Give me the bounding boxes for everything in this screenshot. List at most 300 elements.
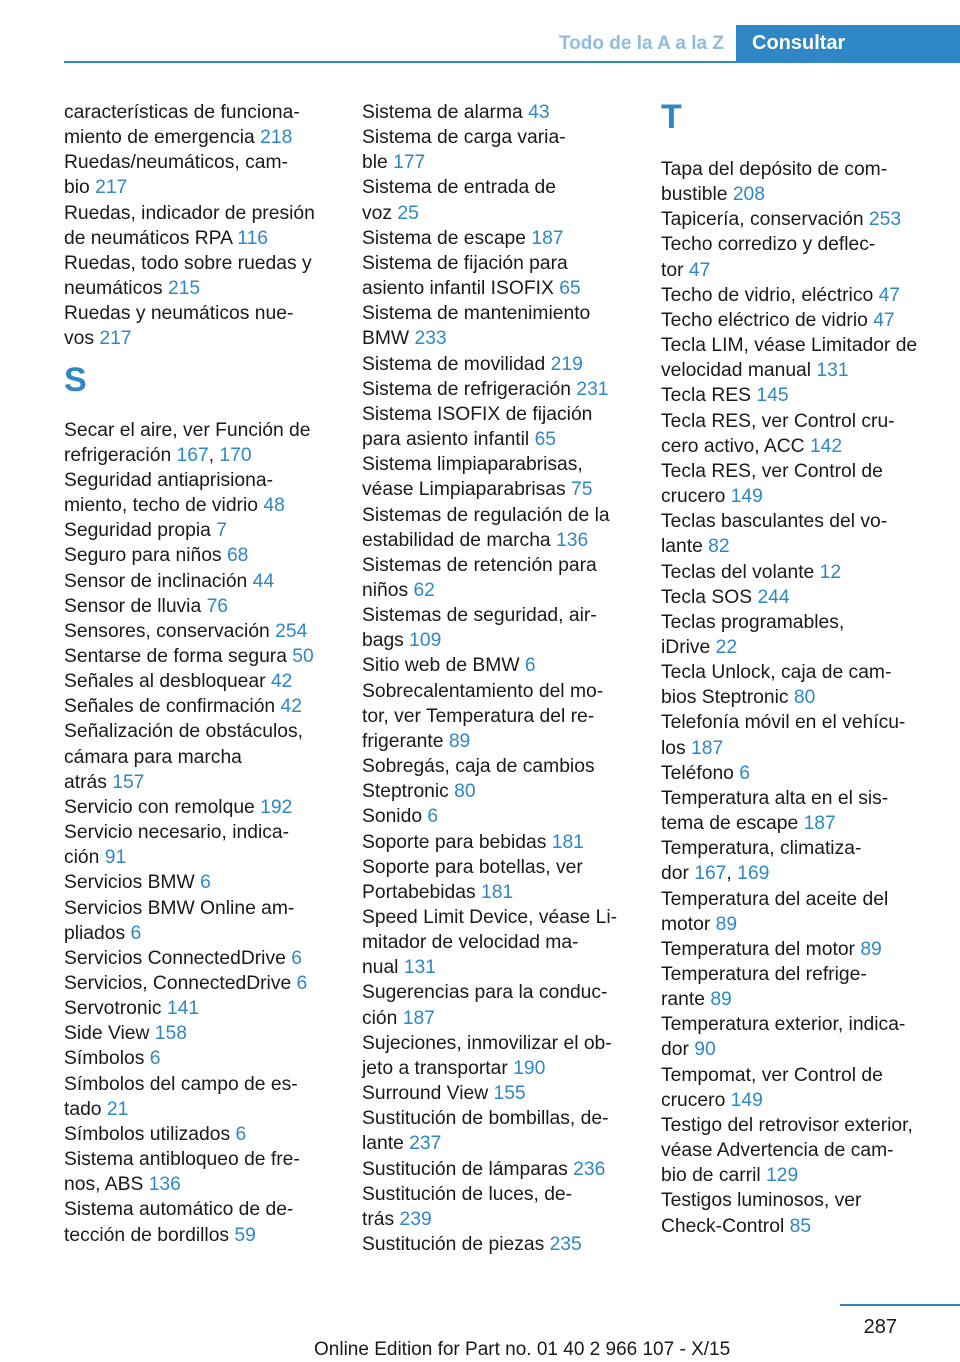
- index-entry-text: dor: [661, 1039, 695, 1061]
- index-entry-text: Sistemas de retención para: [362, 554, 597, 576]
- index-entry-line: [64, 301, 344, 326]
- index-entry-line: [64, 226, 344, 251]
- index-entry-line: [362, 1131, 642, 1156]
- page-reference-link[interactable]: 6: [296, 973, 308, 994]
- page-reference-link[interactable]: 145: [756, 385, 789, 407]
- index-entry: [661, 1113, 951, 1188]
- index-entry-line: refrigeración 167, 170: [64, 444, 252, 466]
- index-column-3: [661, 100, 951, 1239]
- page-reference-link[interactable]: 215: [167, 278, 201, 300]
- index-entry: [362, 1157, 642, 1182]
- index-entry-text: Sistema de escape: [362, 227, 532, 249]
- index-entry: [661, 157, 951, 207]
- index-entry-line: [362, 980, 642, 1005]
- index-entry-text: Sistema de carga varia-: [362, 127, 566, 149]
- index-entry-line: [661, 534, 951, 559]
- index-entry: [64, 971, 344, 996]
- page-reference-link[interactable]: 149: [730, 1089, 763, 1111]
- page-reference-link[interactable]: 6: [235, 1123, 247, 1145]
- page-reference-link[interactable]: 59: [234, 1224, 256, 1246]
- index-entry-line: [64, 694, 344, 719]
- index-entry: [64, 1021, 344, 1046]
- index-entry-text: Tapa del depósito de com-: [661, 159, 888, 180]
- index-entry-line: [362, 326, 642, 351]
- index-entry-text: Sistemas de regulación de la: [362, 504, 610, 526]
- page-reference-link[interactable]: 42: [280, 696, 302, 718]
- index-entry-line: [362, 427, 642, 452]
- index-entry-line: [64, 1021, 344, 1046]
- index-entry-text: Techo de vidrio, eléctrico: [661, 284, 879, 306]
- index-entry: [362, 980, 642, 1030]
- index-entry-text: Sujeciones, inmovilizar el ob-: [362, 1032, 612, 1054]
- index-entry-text: Señalización de obstáculos,: [64, 721, 304, 743]
- index-entry: [661, 409, 951, 459]
- index-entry: [661, 459, 951, 509]
- index-entry-text: Sistema de mantenimiento: [362, 303, 591, 325]
- page-reference-link[interactable]: 82: [708, 536, 730, 558]
- index-entry: [64, 644, 344, 669]
- index-entry-text: atrás: [64, 771, 113, 793]
- index-entry-text: niños: [362, 579, 414, 601]
- page-reference-link[interactable]: 6: [200, 872, 211, 894]
- index-entry-line: [661, 660, 951, 685]
- index-entry-text: Check-Control: [661, 1215, 790, 1237]
- index-entry-text: características de funciona-: [64, 102, 300, 123]
- index-entry-text: velocidad manual: [661, 360, 817, 382]
- index-entry-text: asiento infantil ISOFIX: [362, 278, 560, 300]
- index-entry-text: Tecla RES, ver Control de: [661, 460, 883, 482]
- index-entry-text: jeto a transportar: [362, 1057, 514, 1079]
- index-entry-text: trás: [362, 1208, 400, 1230]
- page-reference-link[interactable]: 190: [513, 1057, 546, 1079]
- index-entry: [64, 1197, 344, 1247]
- index-entry: [362, 352, 642, 377]
- page-reference-link[interactable]: 181: [551, 831, 584, 853]
- index-entry-text: ble: [362, 152, 394, 174]
- index-entry-line: [64, 921, 344, 946]
- index-entry-line: [661, 258, 951, 283]
- index-entry-line: [661, 383, 951, 408]
- index-entry-line: [661, 610, 951, 635]
- page-reference-link[interactable]: 136: [556, 529, 589, 551]
- index-entry-line: [661, 887, 951, 912]
- page-reference-link[interactable]: 21: [106, 1098, 129, 1120]
- index-entry-text: Símbolos utilizados: [64, 1123, 236, 1145]
- page-reference-link[interactable]: 76: [206, 595, 229, 617]
- index-entry-text: Teléfono: [661, 762, 740, 784]
- index-entry: [661, 509, 951, 559]
- page-reference-link[interactable]: 90: [694, 1039, 716, 1061]
- index-entry: [661, 1188, 951, 1238]
- footer-rule: [840, 1304, 960, 1306]
- page-reference-link[interactable]: 91: [104, 847, 127, 869]
- index-column-2: [362, 100, 642, 1257]
- index-entry-text: Símbolos: [64, 1048, 150, 1070]
- index-entry: [661, 560, 951, 585]
- index-entry-line: [64, 1072, 344, 1097]
- page-reference-link[interactable]: 169: [737, 863, 770, 885]
- index-entry-text: Sentarse de forma segura: [64, 645, 293, 667]
- page-reference-link[interactable]: 219: [550, 353, 583, 375]
- index-entry-line: [362, 452, 642, 477]
- index-entry-line: [661, 786, 951, 811]
- index-entry-line: [362, 578, 642, 603]
- index-entry-line: [661, 736, 951, 761]
- page-reference-link[interactable]: 218: [260, 127, 293, 149]
- page-reference-link[interactable]: 233: [414, 328, 447, 350]
- index-entry-line: [64, 845, 344, 870]
- index-entry-text: Sustitución de piezas: [362, 1234, 550, 1256]
- index-entry-line: [661, 585, 951, 610]
- section-tab[interactable]: Todo de la A a la Z: [558, 33, 724, 54]
- page-reference-link[interactable]: 192: [260, 796, 293, 818]
- index-entry-text: cero activo, ACC: [661, 435, 810, 457]
- index-entry-text: Steptronic: [362, 781, 455, 803]
- index-entry-line: [362, 301, 642, 326]
- index-entry-text: Servotronic: [64, 998, 167, 1020]
- index-entry-text: Sistema de entrada de: [362, 177, 557, 199]
- index-entry-line: [64, 100, 344, 125]
- index-entry-text: frigerante: [362, 730, 449, 752]
- index-entry: [661, 585, 951, 610]
- index-entry-line: [661, 434, 951, 459]
- index-entry-text: Temperatura alta en el sis-: [661, 787, 889, 809]
- page-reference-link[interactable]: 48: [263, 495, 285, 517]
- index-entry-text: Servicio necesario, indica-: [64, 822, 290, 844]
- page-reference-link[interactable]: 42: [270, 671, 293, 693]
- index-entry-line: [661, 836, 951, 861]
- index-entry-line: [362, 251, 642, 276]
- page-reference-link[interactable]: 62: [413, 579, 435, 601]
- index-entry-line: [661, 811, 951, 836]
- index-entry-text: estabilidad de marcha: [362, 529, 556, 551]
- index-entry: [362, 653, 642, 678]
- index-entry-line: [661, 333, 951, 358]
- page-reference-link[interactable]: 89: [715, 913, 738, 935]
- index-entry-text: lante: [362, 1133, 410, 1155]
- index-letter-heading: T: [661, 98, 682, 136]
- index-entry: [64, 795, 344, 820]
- page-reference-link[interactable]: 208: [732, 184, 765, 206]
- page-reference-link[interactable]: 6: [739, 762, 750, 784]
- index-entry-text: rante: [661, 989, 711, 1011]
- index-entry: [661, 283, 951, 308]
- index-entry-line: [661, 1188, 951, 1213]
- index-entry-line: [362, 503, 642, 528]
- index-entry-text: Testigo del retrovisor exterior,: [661, 1114, 913, 1136]
- page-reference-link[interactable]: 254: [275, 620, 308, 642]
- index-entry: [64, 619, 344, 644]
- page-reference-link[interactable]: 131: [816, 360, 849, 382]
- index-entry-text: Teclas programables,: [661, 611, 845, 633]
- index-entry-text: tor: [661, 259, 689, 281]
- index-entry-text: Sustitución de lámparas: [362, 1158, 574, 1180]
- index-entry-text: crucero: [661, 1089, 731, 1111]
- index-column-1: [64, 100, 344, 1248]
- page-reference-link[interactable]: 237: [409, 1133, 442, 1155]
- chapter-tab[interactable]: Consultar: [736, 25, 960, 62]
- index-entry-text: Ruedas, indicador de presión: [64, 202, 315, 224]
- page-reference-link[interactable]: 187: [402, 1007, 435, 1029]
- index-entry-text: Símbolos del campo de es-: [64, 1073, 298, 1095]
- page-reference-link[interactable]: 239: [399, 1208, 432, 1230]
- index-entry: [362, 1232, 642, 1257]
- page-reference-link[interactable]: 6: [524, 655, 536, 677]
- page-reference-link[interactable]: 187: [691, 737, 724, 759]
- index-entry-line: [661, 232, 951, 257]
- index-entry-line: [64, 1223, 344, 1248]
- index-entry-text: Portabebidas: [362, 881, 481, 903]
- index-entry-line: [64, 946, 344, 971]
- index-entry: [64, 896, 344, 946]
- index-entry-line: [661, 1138, 951, 1163]
- index-entry: [64, 594, 344, 619]
- page-reference-link[interactable]: 236: [573, 1158, 606, 1180]
- index-entry-text: nual: [362, 957, 404, 979]
- index-entry-text: Tecla Unlock, caja de cam-: [661, 662, 892, 684]
- index-entry: [64, 251, 344, 301]
- page-reference-link[interactable]: 6: [291, 947, 302, 969]
- index-entry-line: [362, 402, 642, 427]
- index-entry-text: Ruedas y neumáticos nue-: [64, 303, 294, 325]
- index-entry-text: Temperatura del motor: [661, 938, 861, 960]
- page-reference-link[interactable]: 7: [216, 520, 227, 542]
- index-entry-line: [661, 1063, 951, 1088]
- index-entry-line: [64, 569, 344, 594]
- index-entry: [362, 830, 642, 855]
- page-reference-link[interactable]: 47: [873, 309, 895, 331]
- page-reference-link[interactable]: 131: [403, 957, 436, 979]
- page-reference-link[interactable]: 187: [803, 813, 836, 835]
- index-letter-heading: S: [64, 360, 87, 399]
- page-reference-link[interactable]: 89: [448, 730, 471, 752]
- page-reference-link[interactable]: 50: [292, 645, 314, 667]
- index-entry-text: Tecla LIM, véase Limitador de: [661, 335, 918, 357]
- index-entry-line: [661, 635, 951, 660]
- index-entry: [661, 383, 951, 408]
- index-entry-text: miento, techo de vidrio: [64, 495, 264, 517]
- index-entry-line: [362, 830, 642, 855]
- index-entry-line: [64, 543, 344, 568]
- page-reference-link[interactable]: 136: [148, 1174, 181, 1196]
- page-reference-link[interactable]: 68: [226, 545, 249, 567]
- page-reference-link[interactable]: 65: [559, 278, 581, 300]
- index-entry-text: iDrive: [661, 636, 716, 658]
- index-entry: [661, 660, 951, 710]
- index-entry-line: [661, 308, 951, 333]
- page-reference-link[interactable]: 177: [393, 152, 426, 174]
- index-entry-line: dor 167, 169: [661, 863, 770, 885]
- index-entry: [362, 377, 642, 402]
- index-entry-text: tección de bordillos: [64, 1224, 235, 1246]
- index-entry: [64, 518, 344, 543]
- index-entry-text: cámara para marcha: [64, 746, 242, 768]
- index-entry-text: Sistema automático de de-: [64, 1199, 294, 1221]
- index-entry-text: Servicios BMW: [64, 872, 201, 894]
- index-entry-line: [362, 276, 642, 301]
- page-reference-link[interactable]: 12: [819, 561, 842, 583]
- index-entry-text: Señales de confirmación: [64, 696, 281, 718]
- index-entry-line: [64, 644, 344, 669]
- index-entry: [64, 569, 344, 594]
- page-reference-link[interactable]: 6: [149, 1048, 161, 1070]
- page-reference-link[interactable]: 155: [493, 1083, 526, 1105]
- index-entry-line: [362, 880, 642, 905]
- page-reference-link[interactable]: 22: [715, 636, 738, 658]
- index-entry-text: pliados: [64, 922, 131, 944]
- index-entry-text: de neumáticos RPA: [64, 227, 238, 249]
- index-entry: [64, 543, 344, 568]
- index-entry: [64, 1147, 344, 1197]
- index-entry-line: [64, 1197, 344, 1222]
- page-reference-link[interactable]: 25: [397, 202, 419, 224]
- index-entry-text: Side View: [64, 1023, 155, 1045]
- page-reference-link[interactable]: 181: [480, 881, 514, 903]
- index-entry-text: Soporte para botellas, ver: [362, 856, 583, 878]
- index-entry-line: [362, 553, 642, 578]
- page-reference-link[interactable]: 129: [766, 1165, 799, 1187]
- index-entry-line: [362, 804, 642, 829]
- index-entry: [64, 150, 344, 200]
- index-entry-line: [362, 1056, 642, 1081]
- index-entry-line: [64, 468, 344, 493]
- page-reference-link[interactable]: 231: [576, 378, 609, 400]
- page-reference-link[interactable]: 44: [252, 570, 275, 592]
- index-entry-text: Tecla SOS: [661, 586, 758, 608]
- index-entry-text: Sitio web de BMW: [362, 655, 525, 677]
- page-reference-link[interactable]: 187: [531, 227, 564, 249]
- page-reference-link[interactable]: 6: [427, 806, 439, 828]
- index-entry-line: [64, 1172, 344, 1197]
- index-entry-line: [64, 1046, 344, 1071]
- page-reference-link[interactable]: 116: [237, 227, 269, 249]
- index-entry-line: [64, 719, 344, 744]
- page-reference-link[interactable]: 235: [549, 1234, 582, 1256]
- index-entry: [661, 610, 951, 660]
- index-entry-line: [64, 1122, 344, 1147]
- index-entry: [661, 786, 951, 836]
- page-reference-link[interactable]: 47: [878, 284, 901, 306]
- index-entry-text: tado: [64, 1098, 107, 1120]
- index-entry-line: [661, 459, 951, 484]
- page-reference-link[interactable]: 80: [454, 781, 476, 803]
- index-entry-line: [362, 603, 642, 628]
- index-entry-line: [362, 628, 642, 653]
- page-reference-link[interactable]: 167: [694, 863, 727, 885]
- index-entry-text: Teclas basculantes del vo-: [661, 511, 888, 533]
- index-entry-text: Sistema limpiaparabrisas,: [362, 454, 583, 476]
- page-reference-link[interactable]: 217: [95, 177, 128, 199]
- index-entry-text: Telefonía móvil en el vehícu-: [661, 712, 906, 734]
- index-entry-text: refrigeración: [64, 444, 177, 466]
- index-entry-line: [64, 745, 344, 770]
- page-reference-link[interactable]: 47: [688, 259, 711, 281]
- page-reference-link[interactable]: 217: [99, 328, 132, 350]
- index-entry-line: [362, 754, 642, 779]
- page-reference-link[interactable]: 253: [868, 209, 902, 231]
- index-entry-line: [362, 175, 642, 200]
- index-entry-text: Secar el aire, ver Función de: [64, 419, 311, 441]
- index-entry-line: [661, 484, 951, 509]
- index-entry: [362, 503, 642, 553]
- index-entry-text: Sustitución de luces, de-: [362, 1183, 573, 1205]
- page-reference-link[interactable]: 109: [409, 630, 442, 652]
- index-entry-text: Tempomat, ver Control de: [661, 1064, 883, 1086]
- index-entry-text: Temperatura del refrige-: [661, 964, 867, 985]
- index-entry-text: mitador de velocidad ma-: [362, 932, 579, 954]
- index-entry-line: [64, 175, 344, 200]
- index-entry-text: Sugerencias para la conduc-: [362, 982, 608, 1004]
- index-entry: [661, 836, 951, 886]
- index-entry: [64, 694, 344, 719]
- page-reference-link[interactable]: 149: [730, 486, 763, 508]
- index-entry: [661, 207, 951, 232]
- page-reference-link[interactable]: 75: [571, 479, 593, 501]
- index-entry-line: [64, 870, 344, 895]
- index-entry-text: voz: [362, 202, 398, 224]
- index-entry: [362, 855, 642, 905]
- index-entry-line: [661, 1214, 951, 1239]
- index-entry-line: [362, 201, 642, 226]
- page-reference-link[interactable]: 80: [793, 687, 816, 709]
- page-reference-link[interactable]: 244: [757, 586, 790, 608]
- page-reference-link[interactable]: 89: [710, 989, 732, 1011]
- index-entry-line: [362, 1106, 642, 1131]
- index-entry-text: Seguridad propia: [64, 520, 217, 542]
- page-reference-link[interactable]: 85: [789, 1215, 812, 1237]
- index-entry-text: Tecla RES: [661, 385, 757, 407]
- index-entry: [64, 1122, 344, 1147]
- index-entry-text: bios Steptronic: [661, 687, 794, 709]
- index-entry: [64, 418, 344, 468]
- index-entry-line: [64, 594, 344, 619]
- index-entry-line: [661, 761, 951, 786]
- page-reference-link[interactable]: 142: [809, 435, 843, 457]
- index-entry-line: [362, 855, 642, 880]
- page-reference-link[interactable]: 89: [860, 938, 882, 960]
- page-reference-link[interactable]: 6: [130, 922, 142, 944]
- index-entry-line: [362, 905, 642, 930]
- index-entry-text: Temperatura del aceite del: [661, 888, 889, 910]
- index-entry-line: [362, 477, 642, 502]
- index-entry: [661, 937, 951, 962]
- index-entry: [362, 175, 642, 225]
- index-entry: [362, 553, 642, 603]
- index-entry-line: [64, 820, 344, 845]
- index-entry-text: Servicio con remolque: [64, 796, 261, 818]
- index-entry: [64, 1046, 344, 1071]
- page-reference-link[interactable]: 43: [528, 102, 550, 123]
- index-entry-line: [362, 1031, 642, 1056]
- index-entry-line: [362, 150, 642, 175]
- page-reference-link[interactable]: 158: [154, 1023, 187, 1045]
- index-entry-text: miento de emergencia: [64, 127, 261, 149]
- index-entry-text: Testigos luminosos, ver: [661, 1190, 862, 1212]
- index-entry-line: [64, 1147, 344, 1172]
- index-entry-text: los: [661, 737, 692, 759]
- page-reference-link[interactable]: 170: [219, 444, 252, 466]
- index-entry-line: [362, 679, 642, 704]
- index-entry: [64, 820, 344, 870]
- page-reference-link[interactable]: 157: [112, 771, 145, 793]
- index-entry-text: BMW: [362, 328, 415, 350]
- page-reference-link[interactable]: 167: [176, 444, 209, 466]
- index-entry: [362, 1031, 642, 1081]
- index-entry: [661, 761, 951, 786]
- page-reference-link[interactable]: 65: [534, 429, 557, 451]
- index-entry-text: Sistema antibloqueo de fre-: [64, 1149, 300, 1171]
- page-reference-link[interactable]: 141: [166, 998, 200, 1020]
